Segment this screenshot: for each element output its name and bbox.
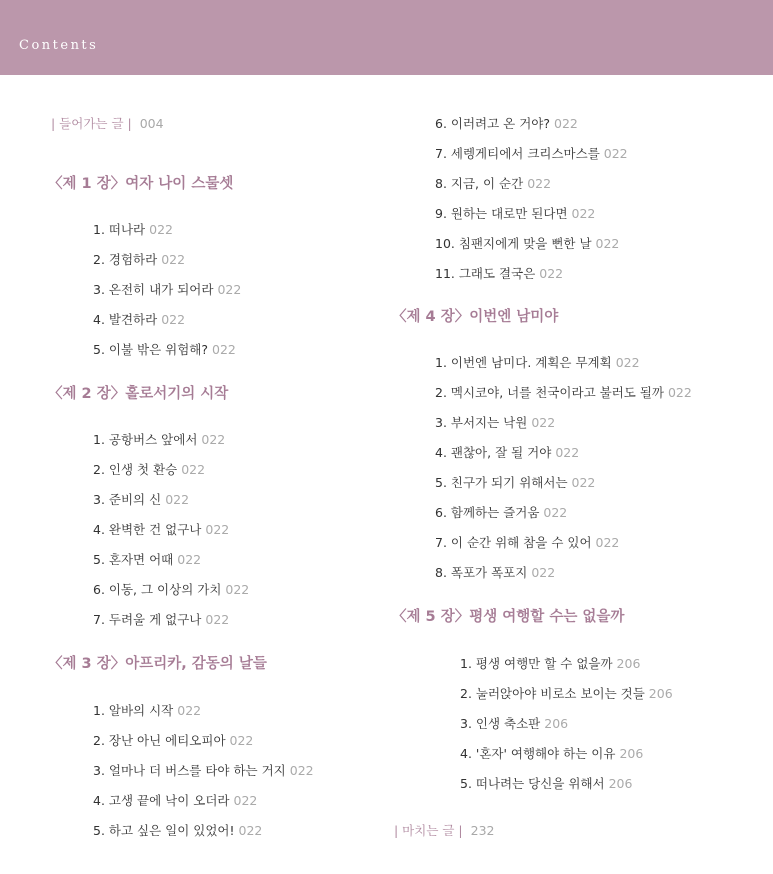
toc-entry-text: 5. 친구가 되기 위해서는 (435, 475, 568, 490)
toc-entry-text: 7. 이 순간 위해 참을 수 있어 (435, 535, 592, 550)
toc-entry-text: 3. 온전히 내가 되어라 (93, 282, 214, 297)
toc-entry-page: 022 (615, 355, 640, 370)
toc-entry-text: 3. 인생 축소판 (460, 716, 541, 731)
toc-entry-page: 022 (289, 763, 314, 778)
toc-entry-text: 2. 멕시코야, 너를 천국이라고 불러도 될까 (435, 385, 664, 400)
toc-entry-text: 4. 완벽한 건 없구나 (93, 522, 202, 537)
toc-outro-page: 232 (470, 823, 495, 838)
toc-entry[interactable] (93, 791, 257, 809)
toc-entry[interactable] (93, 220, 173, 238)
toc-entry-text: 7. 두려울 게 없구나 (93, 612, 202, 627)
toc-entry-text: 4. 괜찮아, 잘 될 거야 (435, 445, 552, 460)
toc-entry[interactable] (93, 430, 225, 448)
toc-entry[interactable] (460, 684, 673, 702)
toc-entry-page: 022 (554, 116, 578, 131)
toc-outro-label: | 마치는 글 | (394, 823, 463, 838)
toc-entry-text: 10. 침팬지에게 맞을 뻔한 날 (435, 236, 592, 251)
toc-entry[interactable] (435, 443, 579, 461)
toc-entry-page: 022 (225, 582, 250, 597)
toc-entry-page: 022 (177, 552, 202, 567)
toc-entry-text: 11. 그래도 결국은 (435, 266, 536, 281)
toc-entry-page: 206 (608, 776, 633, 791)
toc-intro[interactable] (51, 114, 164, 132)
toc-entry-page: 022 (181, 462, 206, 477)
toc-entry-page: 022 (233, 793, 258, 808)
toc-entry-text: 8. 폭포가 폭포지 (435, 565, 528, 580)
toc-entry[interactable] (435, 114, 578, 132)
toc-entry-text: 2. 경험하라 (93, 252, 158, 267)
toc-entry-page: 022 (165, 492, 190, 507)
toc-entry[interactable] (93, 310, 185, 328)
toc-entry-page: 022 (161, 312, 186, 327)
toc-entry-page: 022 (603, 146, 628, 161)
toc-entry[interactable] (435, 353, 640, 371)
toc-entry-text: 1. 공항버스 앞에서 (93, 432, 198, 447)
chapter-title-5[interactable]: 〈제 5 장〉평생 여행할 수는 없을까 (392, 609, 625, 625)
toc-entry[interactable] (435, 383, 692, 401)
toc-entry-page: 022 (531, 565, 556, 580)
toc-entry-page: 206 (544, 716, 569, 731)
toc-entry-text: 5. 떠나려는 당신을 위해서 (460, 776, 605, 791)
toc-entry[interactable] (435, 533, 619, 551)
toc-entry-text: 4. 발견하라 (93, 312, 158, 327)
toc-entry-text: 5. 이불 밖은 위험해? (93, 342, 209, 357)
toc-entry-page: 206 (619, 746, 644, 761)
toc-entry-page: 022 (667, 385, 692, 400)
toc-entry-text: 4. 고생 끝에 낙이 오더라 (93, 793, 230, 808)
chapter-title-4[interactable]: 〈제 4 장〉이번엔 남미야 (392, 309, 559, 325)
toc-entry-page: 206 (648, 686, 673, 701)
toc-entry[interactable] (93, 490, 189, 508)
toc-entry-page: 022 (238, 823, 263, 838)
toc-entry-text: 1. 알바의 시작 (93, 703, 174, 718)
toc-entry[interactable] (93, 610, 229, 628)
toc-entry[interactable] (435, 413, 555, 431)
toc-entry-page: 022 (205, 612, 230, 627)
toc-entry-text: 2. 장난 아닌 에티오피아 (93, 733, 226, 748)
toc-entry-text: 2. 눌러앉아야 비로소 보이는 것들 (460, 686, 645, 701)
toc-entry-text: 8. 지금, 이 순간 (435, 176, 524, 191)
toc-entry[interactable] (460, 774, 632, 792)
page-title: Contents (19, 38, 99, 53)
toc-entry-page: 022 (177, 703, 202, 718)
toc-entry-page: 022 (571, 475, 596, 490)
toc-entry-text: 1. 이번엔 남미다. 계획은 무계획 (435, 355, 612, 370)
toc-entry[interactable] (435, 503, 567, 521)
toc-outro[interactable] (394, 821, 495, 839)
toc-entry-page: 022 (595, 535, 620, 550)
toc-entry-text: 7. 세렝게티에서 크리스마스를 (435, 146, 600, 161)
toc-entry-page: 022 (543, 505, 568, 520)
toc-entry-page: 022 (531, 415, 556, 430)
toc-entry-page: 022 (527, 176, 552, 191)
toc-entry-page: 022 (571, 206, 596, 221)
toc-entry-text: 3. 준비의 신 (93, 492, 162, 507)
chapter-title-2[interactable]: 〈제 2 장〉홀로서기의 시작 (48, 386, 229, 402)
toc-entry-page: 022 (555, 445, 580, 460)
toc-entry-page: 022 (539, 266, 564, 281)
toc-entry[interactable] (93, 761, 314, 779)
toc-entry-page: 022 (201, 432, 226, 447)
toc-entry-text: 1. 떠나라 (93, 222, 146, 237)
toc-entry-page: 022 (217, 282, 242, 297)
toc-entry[interactable] (435, 174, 551, 192)
toc-entry[interactable] (435, 264, 563, 282)
toc-intro-label: | 들어가는 글 | (51, 116, 132, 131)
toc-entry-text: 1. 평생 여행만 할 수 없을까 (460, 656, 613, 671)
toc-entry[interactable] (93, 280, 241, 298)
toc-entry-page: 022 (161, 252, 186, 267)
toc-entry[interactable] (93, 731, 253, 749)
header-bar (0, 0, 773, 75)
toc-entry[interactable] (460, 654, 640, 672)
toc-entry[interactable] (93, 580, 249, 598)
toc-entry-text: 6. 함께하는 즐거움 (435, 505, 540, 520)
toc-entry[interactable] (435, 563, 555, 581)
toc-entry-page: 022 (595, 236, 620, 251)
toc-entry[interactable] (93, 460, 205, 478)
toc-entry[interactable] (93, 250, 185, 268)
toc-entry-page: 206 (616, 656, 641, 671)
toc-intro-page: 004 (139, 116, 164, 131)
toc-entry-page: 022 (229, 733, 254, 748)
chapter-title-3[interactable]: 〈제 3 장〉아프리카, 감동의 날들 (48, 656, 267, 672)
toc-entry-text: 2. 인생 첫 환승 (93, 462, 178, 477)
toc-entry-text: 4. '혼자' 여행해야 하는 이유 (460, 746, 616, 761)
toc-entry-text: 5. 하고 싶은 일이 있었어! (93, 823, 235, 838)
toc-entry-page: 022 (149, 222, 173, 237)
toc-entry-text: 6. 이러려고 온 거야? (435, 116, 551, 131)
chapter-title-1[interactable]: 〈제 1 장〉여자 나이 스물셋 (48, 176, 234, 192)
toc-entry-text: 6. 이동, 그 이상의 가치 (93, 582, 222, 597)
toc-entry-page: 022 (205, 522, 230, 537)
toc-entry[interactable] (93, 520, 229, 538)
toc-entry-text: 3. 얼마나 더 버스를 타야 하는 거지 (93, 763, 286, 778)
toc-entry[interactable] (93, 701, 201, 719)
toc-entry[interactable] (435, 473, 595, 491)
toc-entry-text: 3. 부서지는 낙원 (435, 415, 528, 430)
toc-entry-text: 9. 원하는 대로만 된다면 (435, 206, 568, 221)
toc-entry-page: 022 (212, 342, 236, 357)
toc-entry[interactable] (460, 744, 643, 762)
toc-entry-text: 5. 혼자면 어때 (93, 552, 174, 567)
toc-entry[interactable] (435, 234, 619, 252)
toc-entry[interactable] (93, 821, 262, 839)
toc-entry[interactable] (460, 714, 568, 732)
toc-entry[interactable] (93, 340, 236, 358)
toc-entry[interactable] (93, 550, 201, 568)
toc-entry[interactable] (435, 144, 628, 162)
toc-entry[interactable] (435, 204, 595, 222)
